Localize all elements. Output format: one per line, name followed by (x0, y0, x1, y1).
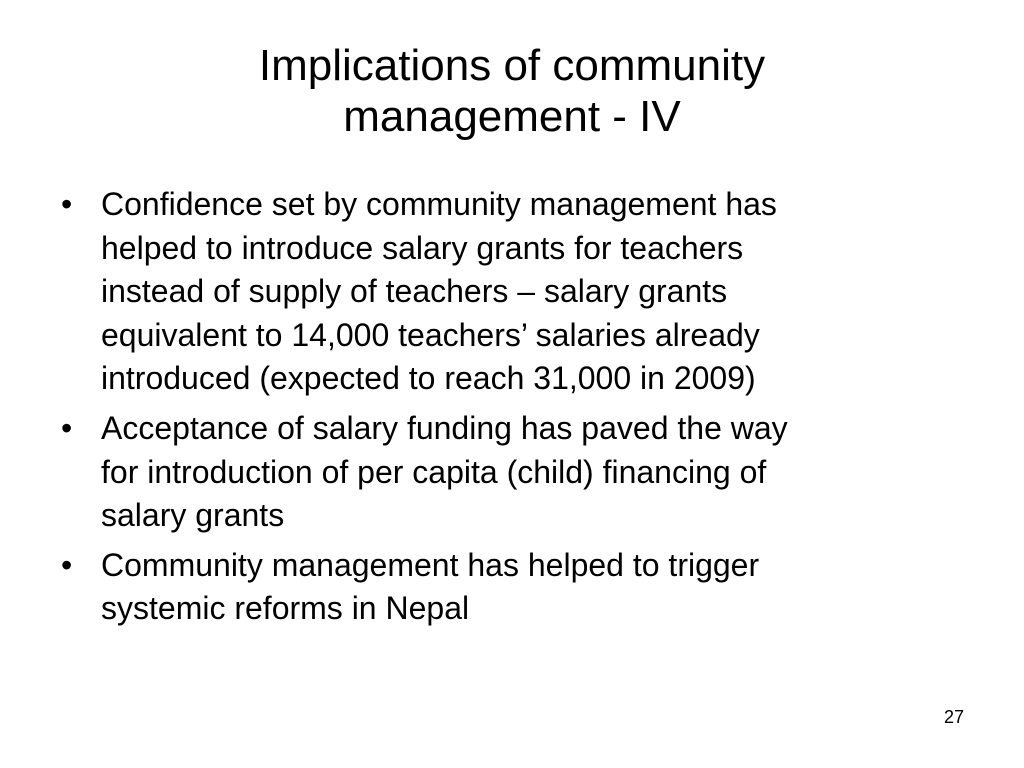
bullet-line: equivalent to 14,000 teachers’ salaries already (101, 316, 760, 353)
slide-number: 27 (943, 707, 964, 727)
bullet-item (60, 407, 970, 538)
bullet-line: Acceptance of salary funding has paved the way (101, 409, 788, 446)
bullet-item (60, 183, 970, 401)
bullet-line: instead of supply of teachers – salary grants (101, 273, 728, 310)
slide-title-line: management - IV (343, 92, 681, 141)
bullet-marker: • (61, 546, 73, 583)
bullet-marker: • (61, 409, 73, 446)
bullet-line: salary grants (101, 497, 285, 534)
bullet-item (60, 544, 970, 631)
bullet-line: Confidence set by community management has (101, 186, 777, 222)
bullet-marker: • (61, 186, 73, 222)
bullet-line: introduced (expected to reach 31,000 in 2009) (101, 360, 756, 397)
slide-title-line: Implications of community (258, 41, 766, 90)
bullet-list (60, 183, 970, 637)
slide-title (60, 40, 964, 142)
bullet-line: Community management has helped to trigger (101, 546, 760, 583)
bullet-line: systemic reforms in Nepal (101, 590, 470, 627)
bullet-line: for introduction of per capita (child) financing of (101, 453, 767, 490)
bullet-line: helped to introduce salary grants for teachers (101, 229, 744, 266)
